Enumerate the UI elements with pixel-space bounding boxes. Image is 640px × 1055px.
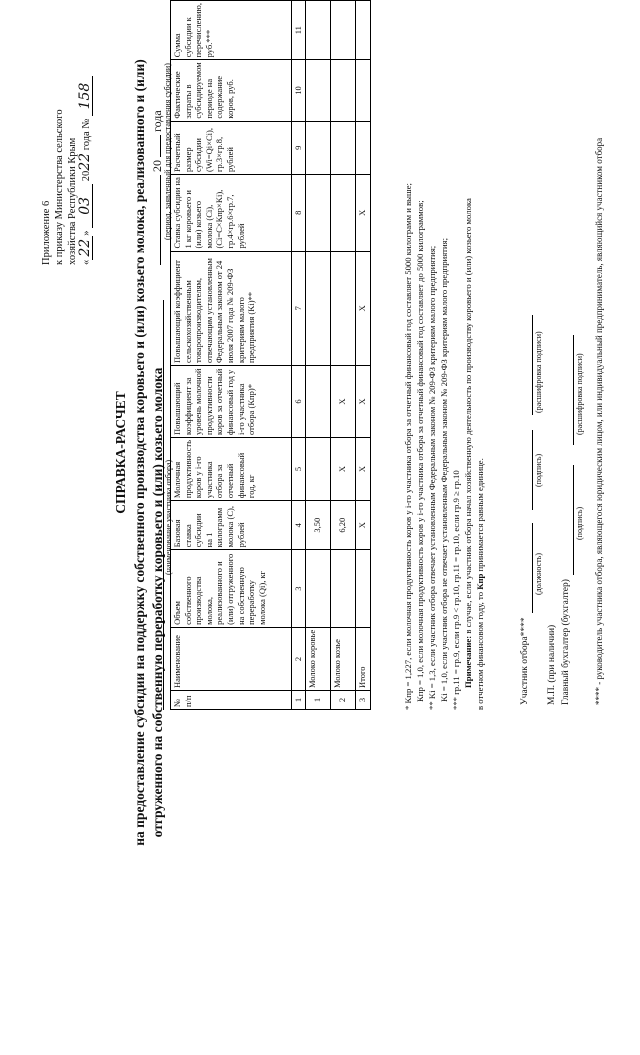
document-subtitle-line1: на предоставление субсидии на поддержку собственного производства коровьего и (или) козьего молока, реализованного и (или) — [132, 59, 147, 846]
note-kpr-high: * Кпр = 1,227, если молочная продуктивность коров у i-го участника отбора за отчетный финансовый год составляет 5000 килограмм и выше; — [403, 183, 413, 710]
accountant-label: Главный бухгалтер (бухгалтер) — [561, 579, 571, 705]
date-close-quote: » — [81, 230, 92, 236]
column-number: 7 — [292, 251, 306, 365]
column-number: 5 — [292, 438, 306, 501]
row-name: Итого — [355, 627, 370, 690]
appendix-date — [79, 76, 93, 265]
row-number: 2 — [330, 691, 355, 710]
header-cell: Объем собственного производства молока, реализованного и (или) отгруженного на собственную переработку молока (Qi), кг — [171, 550, 292, 628]
column-number: 8 — [292, 175, 306, 252]
note-remark-continued: в отчетном финансовом году, то Кпр принимается равным единице. — [475, 458, 485, 710]
appendix-block — [40, 76, 93, 265]
note-kpr-low: Кпр = 1,0, если молочная продуктивность коров у i-го участника отбора за отчетный финансовый год составляет до 5000 килограммов; — [415, 200, 425, 702]
participant-label: Участник отбора**** — [520, 617, 530, 705]
cell-kpr — [305, 365, 330, 437]
cell-rate — [305, 175, 330, 252]
column-number: 6 — [292, 365, 306, 437]
header-cell: Повышающий коэффициент сельскохозяйственным товаропроизводителям, отвечающим установленным Федеральным законом от 24 июля 2007 года № 209-ФЗ критериям малого предприятия (Ki)** — [171, 251, 292, 365]
date-year-prefix: 20 — [81, 170, 92, 182]
header-cell: Фактические затраты в субсидируемом периоде на содержание коров, руб. — [171, 60, 292, 121]
cell-kpr: X — [330, 365, 355, 437]
cell-ki — [305, 251, 330, 365]
note-ki-other: Ki = 1,0, если участник отбора не отвечает установленным Федеральным законом № 209-ФЗ критериям малого предприятия; — [439, 237, 449, 702]
header-cell: Наименование — [171, 627, 292, 690]
appendix-line2: к приказу Министерства сельского — [54, 109, 65, 265]
appendix-line1: Приложение 6 — [41, 200, 52, 265]
cell-sum — [355, 1, 370, 60]
column-number-row — [292, 1, 306, 710]
date-year-word: года № — [81, 118, 92, 151]
table-header-row — [171, 1, 292, 710]
header-cell: Молочная продуктивность коров у i-го участника отбора за отчетный финансовый год, кг — [171, 438, 292, 501]
column-number: 9 — [292, 121, 306, 174]
date-year-suffix: 22 — [77, 152, 93, 171]
cell-productivity — [305, 438, 330, 501]
date-day: 22 — [79, 236, 93, 260]
date-month: 03 — [79, 184, 93, 228]
column-number: 11 — [292, 1, 306, 60]
period-year-prefix: 20 — [150, 160, 164, 172]
column-number: 1 — [292, 691, 306, 710]
cell-estimated — [330, 121, 355, 174]
cell-estimated — [355, 121, 370, 174]
header-cell: Базовая ставка субсидии на 1 килограмм молока (C), рублей — [171, 501, 292, 550]
cell-estimated — [305, 121, 330, 174]
calculation-table — [170, 0, 371, 710]
row-name: Молоко коровье — [305, 627, 330, 690]
stamp-label: М.П. (при наличии) — [547, 624, 557, 705]
cell-volume — [330, 550, 355, 628]
signature-line — [532, 430, 533, 510]
cell-base-rate: 3,50 — [305, 501, 330, 550]
cell-rate: X — [355, 175, 370, 252]
accountant-decode-caption: (расшифровка подписи) — [575, 353, 584, 435]
signature-caption: (подпись) — [534, 453, 543, 487]
accountant-decode-line — [573, 335, 574, 445]
row-name: Молоко козье — [330, 627, 355, 690]
cell-costs — [330, 60, 355, 121]
date-open-quote: « — [81, 259, 92, 265]
column-number: 4 — [292, 501, 306, 550]
position-line — [532, 523, 533, 613]
header-cell: Ставка субсидии на 1 кг коровьего и (или) козьего молока (Ci), (Ci=C×Кпр×Ki), гр.4×гр.6×гр.7, рублей — [171, 175, 292, 252]
cell-volume — [355, 550, 370, 628]
table-row-total — [355, 1, 370, 710]
accountant-signature-caption: (подпись) — [575, 506, 584, 540]
cell-kpr: X — [355, 365, 370, 437]
accountant-signature-line — [573, 465, 574, 575]
decode-caption: (расшифровка подписи) — [534, 331, 543, 413]
column-number: 10 — [292, 60, 306, 121]
cell-base-rate: 6,20 — [330, 501, 355, 550]
cell-costs — [305, 60, 330, 121]
header-cell: № п/п — [171, 691, 292, 710]
notes-block — [402, 20, 486, 710]
cell-costs — [355, 60, 370, 121]
note-column-11: *** гр.11 = гр.9, если гр.9 < гр.10, гр.11 = гр.10, если гр.9 ≥ гр.10 — [451, 470, 461, 710]
period-caption: (период, заявленный для предоставления субсидии) — [163, 63, 172, 240]
header-cell: Повышающий коэффициент за уровень молочной продуктивности коров за отчетный финансовый год у i-го участника отбора (Кпр)* — [171, 365, 292, 437]
footnote: **** - руководитель участника отбора, являющегося юридическим лицом, или индивидуальный предприниматель, являющийся участником отбора — [594, 137, 604, 705]
cell-base-rate: X — [355, 501, 370, 550]
document-subtitle-line2: отгруженного на собственную переработку коровьего и (или) козьего молока — [150, 367, 165, 838]
cell-volume — [305, 550, 330, 628]
table-row — [305, 1, 330, 710]
cell-productivity: X — [355, 438, 370, 501]
table-row — [330, 1, 355, 710]
cell-ki — [330, 251, 355, 365]
cell-productivity: X — [330, 438, 355, 501]
note-remark-label: Примечание: — [463, 635, 473, 688]
period-year-word: года — [150, 110, 164, 132]
appendix-line3: хозяйства Республики Крым — [67, 137, 78, 265]
note-ki-small: ** Ki = 1,3, если участник отбора отвечает установленным Федеральным законом № 209-ФЗ критериям малого предприятия; — [427, 245, 437, 710]
column-number: 2 — [292, 627, 306, 690]
cell-rate — [330, 175, 355, 252]
order-number: 158 — [79, 76, 93, 116]
cell-sum — [305, 1, 330, 60]
cell-ki: X — [355, 251, 370, 365]
participant-caption: (наименование участника отбора) — [164, 459, 173, 575]
header-cell: Расчетный размер субсидии (Wi=Qi×Ci), гр.3×гр.8, рублей — [171, 121, 292, 174]
position-caption: (должность) — [534, 553, 543, 595]
document-title: СПРАВКА-РАСЧЕТ — [113, 391, 128, 514]
row-number: 1 — [305, 691, 330, 710]
note-remark-text: в случае, если участник отбора начал хозяйственную деятельность по производству коровьего и (или) козьего молока — [463, 198, 473, 636]
decode-line — [532, 315, 533, 415]
cell-sum — [330, 1, 355, 60]
row-number: 3 — [355, 691, 370, 710]
column-number: 3 — [292, 550, 306, 628]
header-cell: Сумма субсидии к перечислению, руб.*** — [171, 1, 292, 60]
